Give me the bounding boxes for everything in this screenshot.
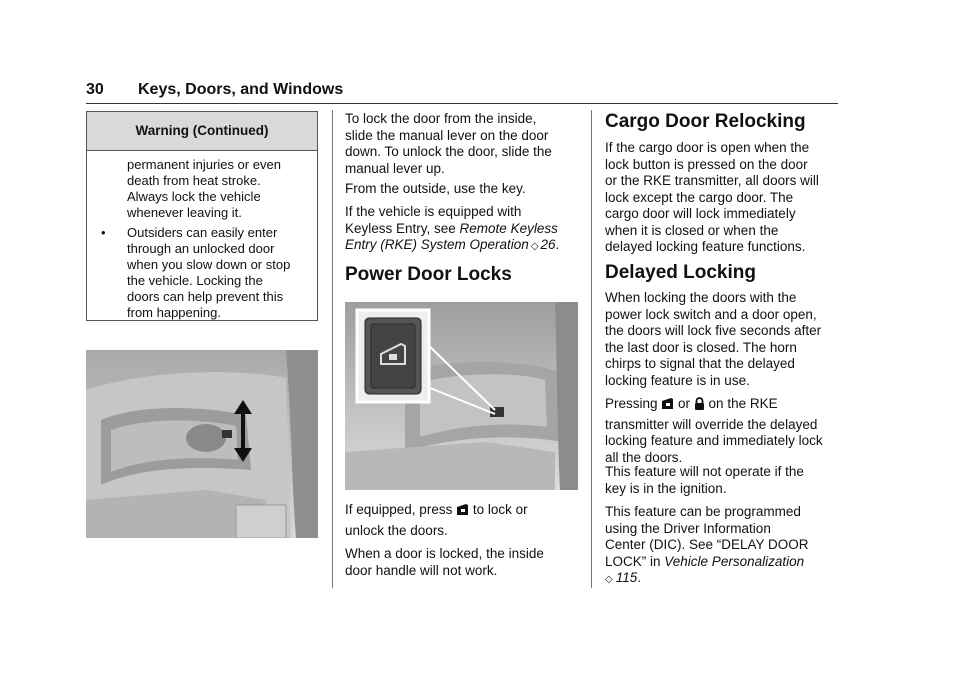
text-line: manual lever up. [345, 160, 445, 176]
bullet: • [101, 225, 106, 240]
text-line: If the cargo door is open when the [605, 140, 810, 155]
warning-line: Always lock the vehicle [127, 189, 261, 204]
text-line: slide the manual lever on the door [345, 127, 549, 143]
power-lock-press-text [345, 502, 528, 539]
padlock-icon [694, 397, 705, 410]
reference-arrow-icon: ◇ [605, 574, 613, 585]
text-span: If equipped, press [345, 502, 457, 517]
text-line: locking feature is in use. [605, 372, 750, 388]
text-line: or the RKE transmitter, all doors will [605, 173, 819, 188]
warning-heading: Warning (Continued) [87, 112, 317, 151]
delayed-locking-heading: Delayed Locking [605, 262, 756, 283]
text-line: Center (DIC). See “DELAY DOOR [605, 537, 809, 552]
text-span: Pressing [605, 396, 662, 411]
text-line: delayed locking feature functions. [605, 239, 806, 254]
text-span: Keyless Entry, see [345, 220, 460, 236]
warning-line: Outsiders can easily enter [127, 225, 278, 240]
lock-instructions [345, 111, 552, 177]
text-line: unlock the doors. [345, 522, 448, 538]
door-interior-image [86, 350, 318, 538]
warning-line: whenever leaving it. [127, 205, 242, 220]
warning-line: doors can help prevent this [127, 289, 284, 304]
text-line: cargo door will lock immediately [605, 206, 796, 221]
warning-paragraph-2 [127, 225, 317, 321]
page-reference[interactable]: 115 [615, 570, 638, 585]
text-span: LOCK” in [605, 553, 665, 569]
text-span: or [674, 396, 694, 411]
door-lock-icon [661, 397, 674, 410]
warning-line: from happening. [127, 305, 221, 320]
warning-line: through an unlocked door [127, 241, 275, 256]
door-lock-icon [456, 503, 469, 516]
warning-paragraph-1 [127, 157, 317, 221]
text-line: This feature will not operate if the [605, 464, 804, 479]
section-title: Keys, Doors, and Windows [138, 81, 344, 98]
dic-paragraph [605, 504, 809, 589]
rke-link[interactable]: Remote Keyless [459, 220, 558, 236]
text-line: lock except the cargo door. The [605, 189, 794, 205]
inside-handle-text [345, 546, 544, 579]
text-line: power lock switch and a door open, [605, 306, 817, 322]
header-rule [86, 103, 838, 104]
text-line: key is in the ignition. [605, 480, 727, 496]
text-line: This feature can be programmed [605, 504, 801, 519]
warning-line: death from heat stroke. [127, 173, 261, 188]
text-span: to lock or [469, 502, 528, 517]
page-reference[interactable]: 26 [540, 237, 556, 252]
rke-link[interactable]: Entry (RKE) System Operation [345, 237, 529, 252]
delayed-locking-paragraph [605, 290, 821, 389]
reference-arrow-icon: ◇ [530, 241, 539, 252]
text-line: the last door is closed. The horn [605, 339, 797, 355]
text-line: To lock the door from the inside, [345, 111, 537, 126]
text-line: If the vehicle is equipped with [345, 204, 522, 219]
text-line: the doors will lock five seconds after [605, 323, 822, 338]
text-line: lock button is pressed on the door [605, 156, 808, 172]
warning-line: permanent injuries or even [127, 157, 281, 172]
cargo-door-relocking-heading: Cargo Door Relocking [605, 111, 806, 132]
text-line: locking feature and immediately lock [605, 433, 823, 448]
vehicle-personalization-link[interactable]: Vehicle Personalization [664, 553, 805, 569]
text-line: chirps to signal that the delayed [605, 356, 795, 371]
text-line: all the doors. [605, 449, 683, 465]
text-line: When a door is locked, the inside [345, 546, 544, 561]
keyless-entry-paragraph [345, 204, 559, 256]
text-span: . [555, 237, 560, 252]
text-span: on the RKE [704, 396, 778, 411]
text-line: using the Driver Information [605, 520, 771, 536]
power-door-locks-heading: Power Door Locks [345, 264, 512, 285]
override-paragraph [605, 396, 823, 466]
column-divider-2 [591, 110, 592, 588]
text-line: down. To unlock the door, slide the [345, 144, 552, 159]
outside-key-text: From the outside, use the key. [345, 181, 526, 196]
text-line: When locking the doors with the [605, 290, 797, 305]
power-lock-switch-image [345, 302, 578, 490]
column-divider-1 [332, 110, 333, 588]
text-line: door handle will not work. [345, 562, 498, 578]
warning-line: the vehicle. Locking the [127, 273, 263, 288]
page-number: 30 [86, 81, 104, 98]
text-line: transmitter will override the delayed [605, 416, 818, 432]
text-line: when it is closed or when the [605, 222, 779, 238]
text-span: . [637, 570, 641, 585]
cargo-door-paragraph [605, 140, 819, 256]
warning-box [86, 111, 318, 321]
warning-line: when you slow down or stop [127, 257, 291, 272]
ignition-paragraph [605, 464, 804, 497]
